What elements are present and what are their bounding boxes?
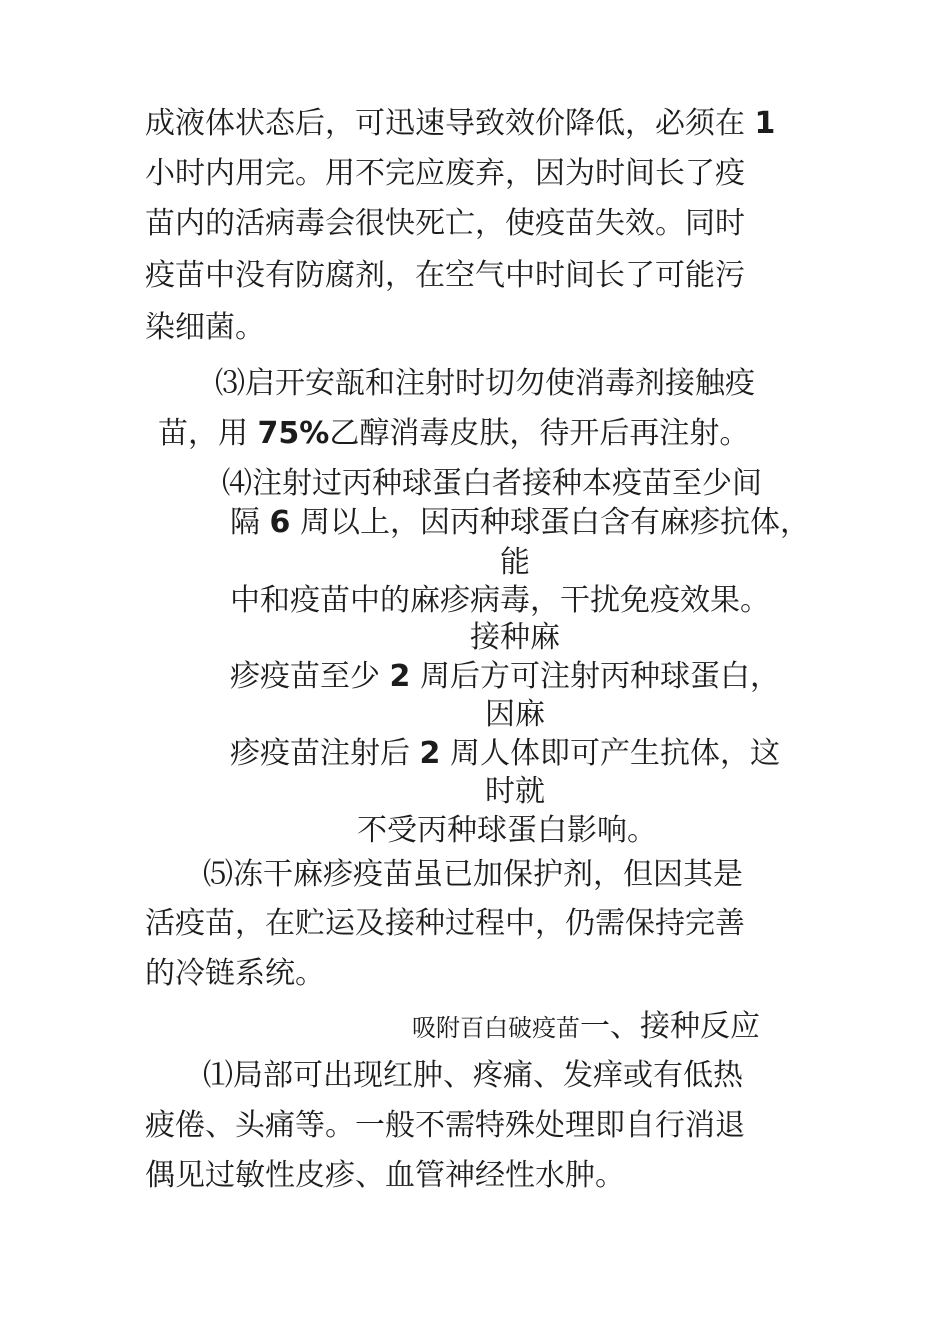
number-run: 1 [754,106,776,141]
item3-line1: ⑶启开安瓿和注射时切勿使消毒剂接触疫 [215,366,755,401]
reaction-line2: 疲倦、头痛等。一般不需特殊处理即自行消退 [145,1108,745,1143]
item4-line8: 疹疫苗注射后 2 周人体即可产生抗体，这 [230,736,780,771]
text-run: 成液体状态后，可迅速导致效价降低，必须在 [145,106,755,141]
item4-line7: 因麻 [485,697,545,732]
section-heading [412,1009,760,1046]
heading-title: 吸附百白破疫苗 [412,1014,580,1042]
heading-section: 一、接种反应 [580,1009,760,1044]
reaction-line1: ⑴局部可出现红肿、疼痛、发痒或有低热 [203,1058,743,1093]
text-line [145,106,775,142]
item5-line3: 的冷链系统。 [145,956,325,991]
item4-line9: 时就 [485,774,545,809]
reaction-line3: 偶见过敏性皮疹、血管神经性水肿。 [145,1158,625,1193]
item4-line3: 能 [500,545,530,580]
text-line: 疫苗中没有防腐剂，在空气中时间长了可能污 [145,258,745,293]
item4-line1: ⑷注射过丙种球蛋白者接种本疫苗至少间 [222,466,762,501]
item5-line1: ⑸冻干麻疹疫苗虽已加保护剂，但因其是 [203,857,743,892]
item3-line2: 苗，用 75%乙醇消毒皮肤，待开后再注射。 [158,416,750,451]
item5-line2: 活疫苗，在贮运及接种过程中，仍需保持完善 [145,906,745,941]
text-line: 小时内用完。用不完应废弃，因为时间长了疫 [145,156,745,191]
text-line: 染细菌。 [145,310,265,345]
item4-line4: 中和疫苗中的麻疹病毒，干扰免疫效果。 [230,583,770,618]
item4-line2: 隔 6 周以上，因丙种球蛋白含有麻疹抗体， [230,505,810,540]
text-line: 苗内的活病毒会很快死亡，使疫苗失效。同时 [145,206,745,241]
item4-line5: 接种麻 [470,620,560,655]
item4-line6: 疹疫苗至少 2 周后方可注射丙种球蛋白， [230,659,780,694]
item4-line10: 不受丙种球蛋白影响。 [357,813,657,848]
